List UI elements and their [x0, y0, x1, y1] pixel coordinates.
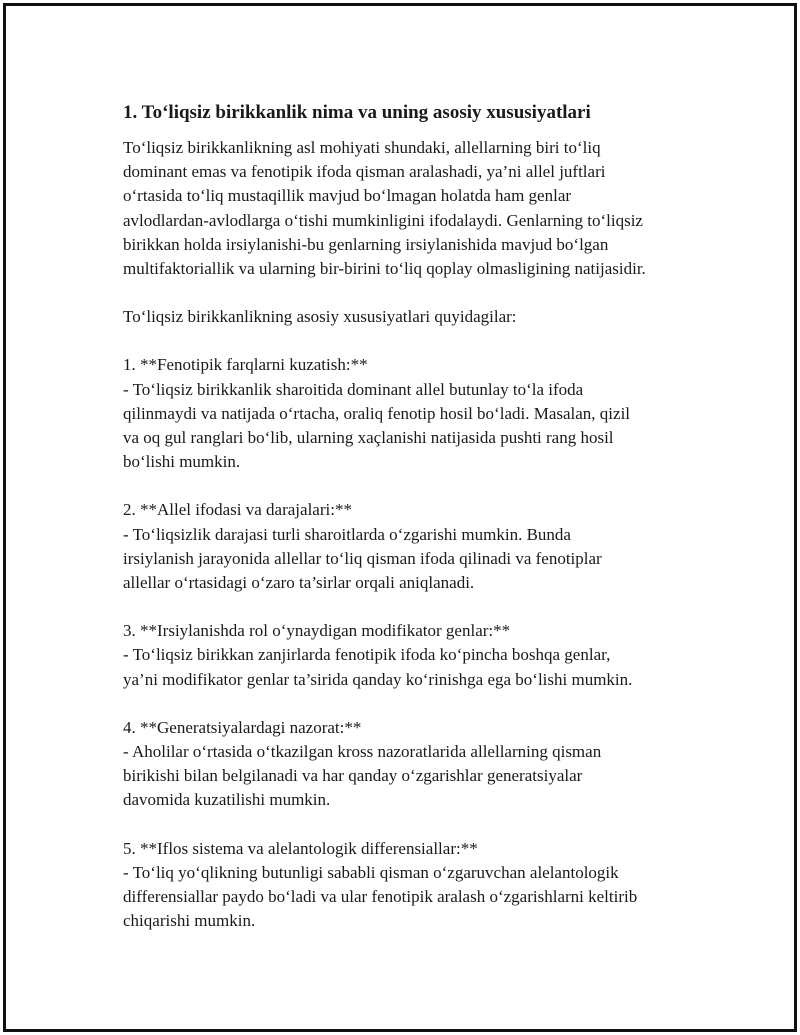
list-item-title: 3. **Irsiylanishda rol o‘ynaydigan modifikator genlar:** [123, 621, 511, 641]
intro-paragraph: To‘liqsiz birikkanlikning asl mohiyati shundaki, allellarning biri to‘liq dominant emas va fenotipik ifoda qisman aralashadi, ya’ni allel juftlari o‘rtasida to‘liq mustaqillik mavjud bo‘lmagan holatda ham genlar avlodlardan-avlodlarga o‘tishi mumkinligini ifodalaydi. Genlarning to‘liqsiz birikkan holda irsiylanishi-bu genlarning irsiylanishida mavjud bo‘lgan multifaktoriallik va ularning bir-birini to‘liq qoplay olmasligining natijasidir. [123, 138, 646, 279]
page-title: 1. To‘liqsiz birikkanlik nima va uning asosiy xususiyatlari [123, 102, 591, 123]
list-item-title: 5. **Iflos sistema va alelantologik differensiallar:** [123, 838, 478, 858]
list-item-title: 4. **Generatsiyalardagi nazorat:** [123, 717, 362, 737]
list-item [123, 353, 703, 474]
list-item-body: - Aholilar o‘rtasida o‘tkazilgan kross nazoratlarida allellarning qisman birikishi bilan belgilanadi va har qanday o‘zgarishlar generatsiyalar davomida kuzatilishi mumkin. [123, 742, 602, 810]
list-item-body: - To‘liqsiz birikkan zanjirlarda fenotipik ifoda ko‘pincha boshqa genlar, ya’ni modifikator genlar ta’sirida qanday ko‘rinishga ega bo‘lishi mumkin. [123, 645, 633, 689]
list-item [123, 837, 703, 934]
list-item-title: 2. **Allel ifodasi va darajalari:** [123, 500, 352, 520]
page-frame [3, 3, 797, 1032]
list-item-body: - To‘liqsizlik darajasi turli sharoitlarda o‘zgarishi mumkin. Bunda irsiylanish jarayonida allellar to‘liq qisman ifoda qilinadi va fenotiplar allellar o‘rtasidagi o‘zaro ta’sirlar orqali aniqlanadi. [123, 524, 602, 593]
list-item-title: 1. **Fenotipik farqlarni kuzatish:** [123, 355, 368, 375]
document-content [123, 100, 703, 957]
list-item-body: - To‘liqsiz birikkanlik sharoitida dominant allel butunlay to‘la ifoda qilinmaydi va natijada o‘rtacha, oraliq fenotip hosil bo‘ladi. Masalan, qizil va oq gul ranglari bo‘lib, ularning xaçlanishi natijasida pushti rang hosil bo‘lishi mumkin. [123, 379, 631, 472]
list-item [123, 716, 703, 813]
list-item [123, 619, 703, 692]
list-item [123, 498, 703, 595]
list-intro: To‘liqsiz birikkanlikning asosiy xususiyatlari quyidagilar: [123, 307, 517, 327]
list-item-body: - To‘liq yo‘qlikning butunligi sababli qisman o‘zgaruvchan alelantologik differensiallar paydo bo‘ladi va ular fenotipik aralash o‘zgarishlarni keltirib chiqarishi mumkin. [123, 862, 638, 931]
